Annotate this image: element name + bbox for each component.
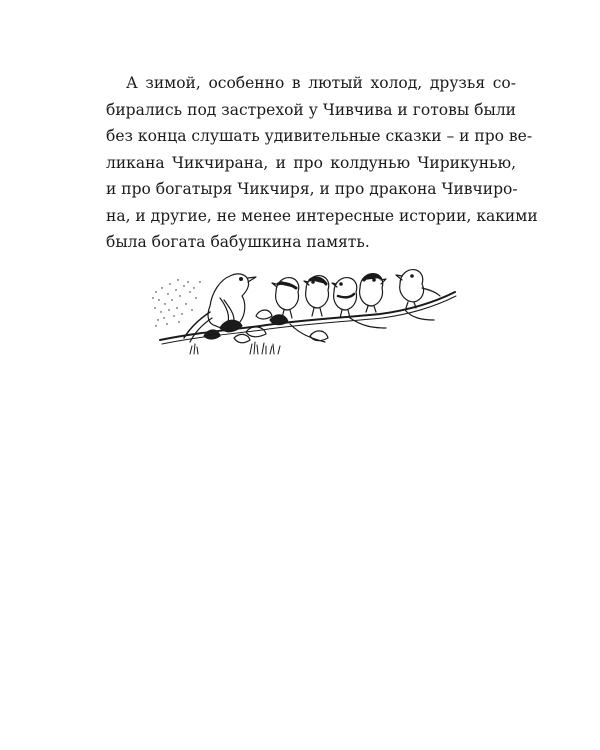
paragraph-line: и про богатыря Чикчиря, и про дракона Чивчиро- (106, 180, 518, 198)
paragraph-line: на, и другие, не менее интересные истории, какими (106, 206, 538, 225)
paragraph-line: без конца слушать удивительные сказки – и про ве- (106, 127, 533, 145)
small-bird (332, 278, 357, 318)
birds-on-branch-illustration (150, 262, 462, 360)
small-bird (272, 278, 299, 318)
stipple-shading (152, 279, 200, 326)
small-bird (304, 276, 329, 316)
paragraph-line: А зимой, особенно в лютый холод, друзья со- (126, 74, 516, 92)
paragraph-line: ликана Чикчирана, и про колдунью Чирикунью, (106, 153, 516, 172)
grass (190, 342, 280, 354)
paragraph-line: была богата бабушкина память. (106, 233, 370, 251)
leaves (204, 310, 328, 343)
small-bird (360, 274, 386, 312)
paragraph-line: бирались под застрехой у Чивчива и готовы были (106, 100, 516, 119)
story-paragraph (106, 70, 538, 256)
